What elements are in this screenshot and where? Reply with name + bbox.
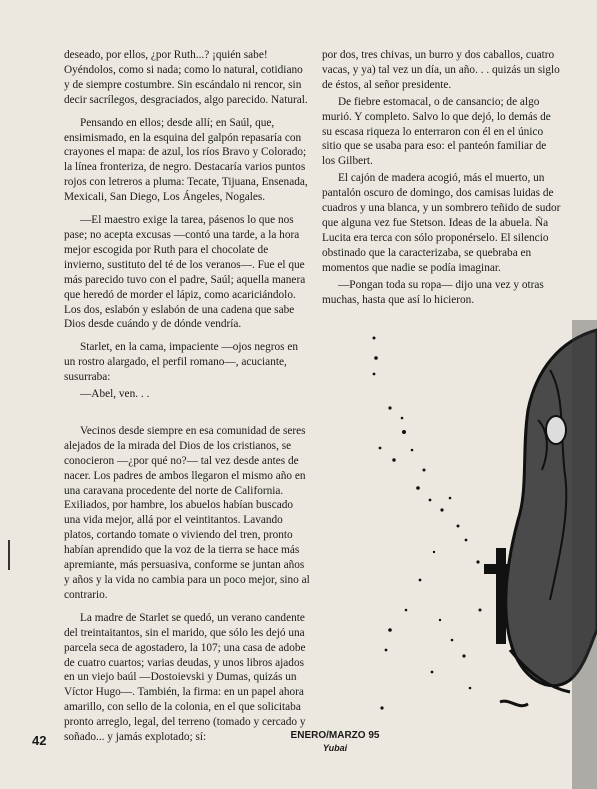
issue-footer bbox=[270, 730, 400, 754]
paragraph: —El maestro exige la tarea, pásenos lo que nos pase; no acepta excusas —contó una tarde, a la hora mejor escogida por Ruth para el chocolate de invierno, sustituto del té de los veranos—. Fue el que más parecido tuvo con el padre, Saúl; aquella manera que heredó de morder el lápiz, como acariciándolo. Los dos, eslabón y eslabón de una cadena que sabe Dios desde cuándo y de dónde vendría. bbox=[64, 214, 306, 331]
paragraph: El cajón de madera acogió, más el muerto, un pantalón oscuro de domingo, dos camisas luidas de cuadros y una blanca, y un sombrero teñido de sudor que alguna vez fue Stetson. Ideas de la abuela. Ña Lucita era terca con sólo proponérselo. El silencio obstinado que la caracterizaba, se quebraba en momentos que nadie se podía imaginar. bbox=[322, 172, 561, 274]
text-column-left bbox=[64, 48, 310, 753]
paragraph: La madre de Starlet se quedó, un verano candente del treintaitantos, sin el marido, que sólo les dejó una parcela seca de agostadero, la 107; una casa de adobe de cuatro cuartos; varias deudas, y unos libros ajados en un viejo baúl —Dostoievski y Dumas, quizás un Víctor Hugo—. También, la firma: en un papel ahora amarillo, con sello de la colonia, en el que solicitaba pronto arreglo, legal, del terreno (tomado y cercado y soñado... y jamás explotado; sí: bbox=[64, 611, 306, 744]
paragraph: Vecinos desde siempre en esa comunidad de seres alejados de la mirada del Dios de los cristianos, se conocieron —¿por qué no?— tal vez desde antes de nacer. Los padres de ambos llegaron el mismo año en una caravana procedente del norte de California. Exiliados, por hambre, los abuelos habían buscado una vida mejor, allá por el veintitantos. Lavando platos, cortando tomate o viviendo del tren, pronto habían aprendido que la voz de la tierra se hace más apremiante, más persuasiva, conforme se juntan años y años y la vida no cambia para un poco mejor, sino al contrario. bbox=[64, 424, 310, 601]
paragraph: Starlet, en la cama, impaciente —ojos negros en un rostro alargado, el perfil romano—, acuciante, susurraba: bbox=[64, 341, 299, 384]
paragraph: De fiebre estomacal, o de cansancio; de algo murió. Y completo. Salvo lo que dejó, lo demás de su escasa riqueza lo enterraron con él en el único sitio que se usaba para eso: el panteón familiar de los Gilbert. bbox=[322, 95, 551, 168]
ink-splatter bbox=[373, 337, 502, 710]
magazine-logo: Yubai bbox=[322, 743, 348, 753]
paragraph: Pensando en ellos; desde allí; en Saúl, que, ensimismado, en la esquina del galpón repasaría con crayones el mapa: de azul, los ríos Bravo y Colorado; la línea fronteriza, de negro. Destacaría varios puntos rojos con letreros a pluma: Tecate, Tijuana, Ensenada, Mexicali, San Diego, Los Ángeles, Nogales. bbox=[64, 116, 308, 204]
paragraph: —Abel, ven. . . bbox=[80, 388, 150, 401]
issue-date: ENERO/MARZO 95 bbox=[290, 730, 380, 741]
paragraph: —Pongan toda su ropa— dijo una vez y otras muchas, hasta que así lo hicieron. bbox=[322, 278, 544, 306]
paragraph: por dos, tres chivas, un burro y dos caballos, cuatro vacas, y ya) tal vez un día, un año. . . quizás un siglo de éstos, al señor presidente. bbox=[322, 49, 560, 91]
text-column-right bbox=[322, 48, 562, 315]
page-number: 42 bbox=[32, 733, 47, 748]
margin-mark bbox=[8, 540, 10, 570]
ink-illustration bbox=[360, 300, 597, 789]
paragraph: deseado, por ellos, ¿por Ruth...? ¡quién sabe! Oyéndolos, como si nada; como lo natural, cotidiano y de siempre costumbre. Sin escándalo ni rencor, sin decir sacrílegos, desgraciados, algo parecido. Natural. bbox=[64, 49, 308, 106]
